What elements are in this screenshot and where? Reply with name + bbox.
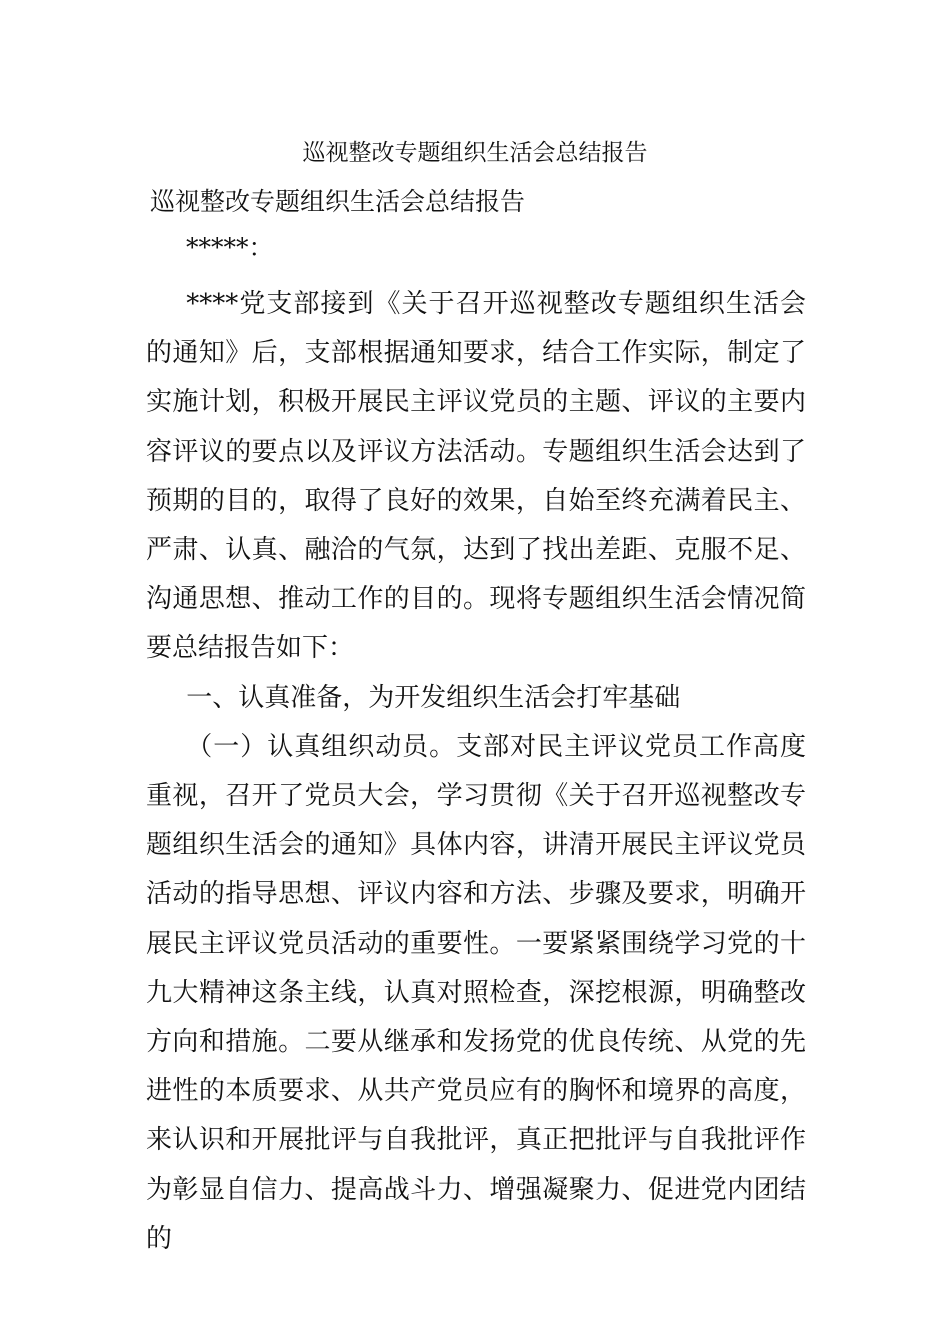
- document-title: 巡视整改专题组织生活会总结报告: [302, 140, 648, 166]
- body-text: [146, 280, 806, 1264]
- document-subtitle: 巡视整改专题组织生活会总结报告: [150, 187, 526, 216]
- paragraph-intro: ****党支部接到《关于召开巡视整改专题组织生活会的通知》后，支部根据通知要求，结合工作实际，制定了实施计划，积极开展民主评议党员的主题、评议的主要内容评议的要点以及评议方法活动。专题组织生活会达到了预期的目的，取得了良好的效果，自始至终充满着民主、严肃、认真、融洽的气氛，达到了找出差距、克服不足、沟通思想、推动工作的目的。现将专题组织生活会情况简要总结报告如下：: [146, 289, 806, 664]
- paragraph-mobilization: （一）认真组织动员。支部对民主评议党员工作高度重视，召开了党员大会，学习贯彻《关于召开巡视整改专题组织生活会的通知》具体内容，讲清开展民主评议党员活动的指导思想、评议内容和方法、步骤及要求，明确开展民主评议党员活动的重要性。一要紧紧围绕学习党的十九大精神这条主线，认真对照检查，深挖根源，明确整改方向和措施。二要从继承和发扬党的优良传统、从党的先进性的本质要求、从共产党员应有的胸怀和境界的高度，来认识和开展批评与自我批评，真正把批评与自我批评作为彰显自信力、提高战斗力、增强凝聚力、促进党内团结的: [146, 731, 806, 1254]
- section-heading: 一、认真准备，为开发组织生活会打牢基础: [186, 682, 681, 713]
- salutation: *****：: [186, 233, 274, 262]
